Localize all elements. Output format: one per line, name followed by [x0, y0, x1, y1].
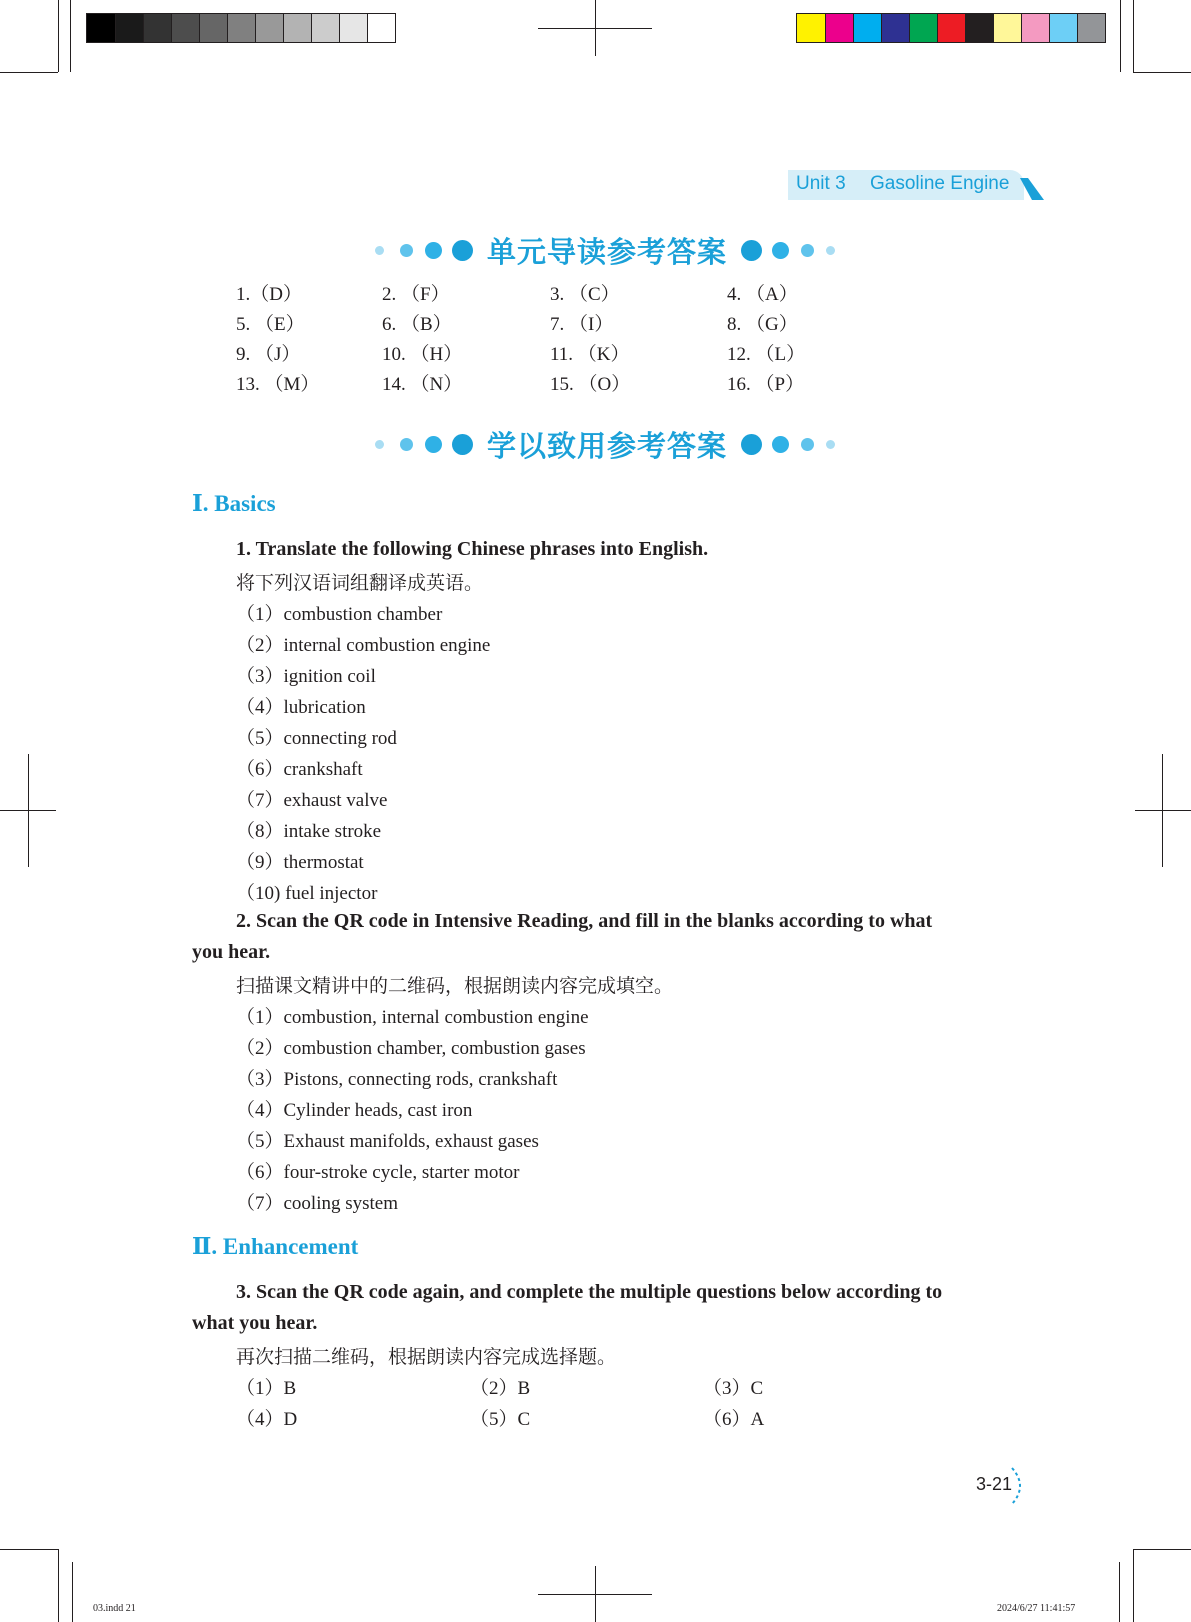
list-item: （3）Pistons, connecting rods, crankshaft	[236, 1069, 558, 1090]
banner-dot	[375, 246, 384, 255]
calibration-swatch	[255, 14, 283, 42]
list-item: （2）combustion chamber, combustion gases	[236, 1038, 586, 1059]
task1-instruction: 将下列汉语词组翻译成英语。	[236, 572, 484, 594]
task2-instruction: 扫描课文精讲中的二维码，根据朗读内容完成填空。	[236, 975, 674, 997]
list-item: （7）cooling system	[236, 1193, 399, 1214]
list-item: （1）combustion chamber	[236, 604, 443, 625]
task2-title-continued: you hear.	[192, 941, 271, 963]
calibration-swatch	[853, 14, 881, 42]
banner-dot	[826, 246, 835, 255]
unit-number: Unit 3	[796, 173, 846, 194]
practice-banner	[370, 424, 840, 464]
slug-file: 03.indd 21	[93, 1603, 136, 1614]
answer-cell: 11. （K）	[550, 344, 630, 365]
banner-dot	[741, 434, 762, 455]
list-item: （5）Exhaust manifolds, exhaust gases	[236, 1131, 539, 1152]
basics-heading: Ⅰ. Basics	[192, 491, 276, 516]
choice-answer: （6）A	[703, 1409, 765, 1430]
calibration-swatch	[115, 14, 143, 42]
answer-cell: 16. （P）	[727, 374, 805, 395]
answer-cell: 2. （F）	[382, 284, 450, 305]
answer-cell: 9. （J）	[236, 344, 301, 365]
list-item: （9）thermostat	[236, 852, 364, 873]
page-number: 3-21	[976, 1474, 1013, 1494]
answer-cell: 5. （E）	[236, 314, 305, 335]
color-calibration-bar	[796, 13, 1106, 43]
banner-dot	[452, 240, 473, 261]
banner-dot	[826, 440, 835, 449]
calibration-swatch	[937, 14, 965, 42]
banner-dot	[741, 240, 762, 261]
banner-dot	[452, 434, 473, 455]
answer-cell: 15. （O）	[550, 374, 631, 395]
list-item: （5）connecting rod	[236, 728, 397, 749]
banner-dot	[772, 436, 789, 453]
banner-dot	[772, 242, 789, 259]
calibration-swatch	[143, 14, 171, 42]
calibration-swatch	[367, 14, 395, 42]
task2-title: 2. Scan the QR code in Intensive Reading, and fill in the blanks according to what	[236, 910, 933, 932]
list-item: （8）intake stroke	[236, 821, 382, 842]
calibration-swatch	[87, 14, 115, 42]
list-item: （10) fuel injector	[236, 883, 378, 904]
task3-title-continued: what you hear.	[192, 1312, 318, 1334]
unit-guide-banner	[370, 230, 840, 270]
list-item: （1）combustion, internal combustion engine	[236, 1007, 589, 1028]
calibration-swatch	[227, 14, 255, 42]
answer-cell: 4. （A）	[727, 284, 798, 305]
choice-answer: （2）B	[470, 1378, 531, 1399]
practice-title: 学以致用参考答案	[486, 429, 727, 463]
calibration-swatch	[311, 14, 339, 42]
calibration-swatch	[199, 14, 227, 42]
unit-header-tab	[788, 170, 1024, 200]
list-item: （7）exhaust valve	[236, 790, 388, 811]
calibration-swatch	[965, 14, 993, 42]
choice-answer: （4）D	[236, 1409, 298, 1430]
calibration-swatch	[825, 14, 853, 42]
unit-guide-title: 单元导读参考答案	[486, 235, 727, 269]
banner-dot	[400, 438, 413, 451]
calibration-swatch	[993, 14, 1021, 42]
enhancement-heading: Ⅱ. Enhancement	[192, 1234, 359, 1259]
calibration-swatch	[797, 14, 825, 42]
calibration-swatch	[1021, 14, 1049, 42]
choice-answer: （3）C	[703, 1378, 764, 1399]
calibration-swatch	[171, 14, 199, 42]
calibration-swatch	[1049, 14, 1077, 42]
answer-cell: 13. （M）	[236, 374, 320, 395]
answer-cell: 3. （C）	[550, 284, 620, 305]
unit-title: Gasoline Engine	[870, 173, 1010, 194]
banner-dot	[425, 436, 442, 453]
list-item: （6）four-stroke cycle, starter motor	[236, 1162, 520, 1183]
choice-answer: （1）B	[236, 1378, 297, 1399]
calibration-swatch	[339, 14, 367, 42]
banner-dot	[801, 244, 814, 257]
task3-title: 3. Scan the QR code again, and complete the multiple questions below according to	[236, 1281, 943, 1303]
choice-answer: （5）C	[470, 1409, 531, 1430]
answer-cell: 1.（D）	[236, 284, 302, 305]
list-item: （2）internal combustion engine	[236, 635, 491, 656]
calibration-swatch	[283, 14, 311, 42]
page-number-bracket-icon	[1010, 1466, 1030, 1506]
header-flag-icon	[1020, 178, 1044, 200]
list-item: （3）ignition coil	[236, 666, 376, 687]
task3-instruction: 再次扫描二维码，根据朗读内容完成选择题。	[236, 1346, 617, 1368]
answer-cell: 14. （N）	[382, 374, 463, 395]
answer-cell: 8. （G）	[727, 314, 798, 335]
list-item: （6）crankshaft	[236, 759, 363, 780]
calibration-swatch	[1077, 14, 1105, 42]
answer-cell: 6. （B）	[382, 314, 452, 335]
slug-timestamp: 2024/6/27 11:41:57	[997, 1603, 1076, 1614]
answer-cell: 10. （H）	[382, 344, 463, 365]
answer-cell: 12. （L）	[727, 344, 806, 365]
calibration-swatch	[881, 14, 909, 42]
list-item: （4）lubrication	[236, 697, 366, 718]
banner-dot	[425, 242, 442, 259]
grayscale-calibration-bar	[86, 13, 396, 43]
list-item: （4）Cylinder heads, cast iron	[236, 1100, 473, 1121]
answer-cell: 7. （I）	[550, 314, 614, 335]
task1-title: 1. Translate the following Chinese phrases into English.	[236, 538, 709, 560]
calibration-swatch	[909, 14, 937, 42]
banner-dot	[801, 438, 814, 451]
banner-dot	[400, 244, 413, 257]
banner-dot	[375, 440, 384, 449]
